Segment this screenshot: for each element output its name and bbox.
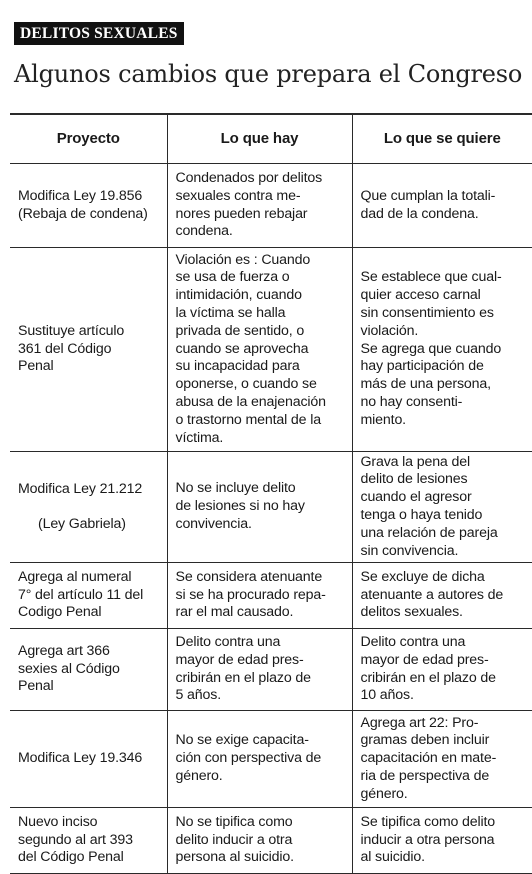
header-proyecto: Proyecto <box>10 115 167 164</box>
cell-lo-que-se-quiere: Que cumplan la totali- dad de la condena. <box>360 187 496 222</box>
table-row <box>10 248 532 452</box>
cell-lo-que-hay: Delito contra una mayor de edad pres- cribirán en el plazo de 5 años. <box>167 629 352 711</box>
cell-proyecto: Nuevo inciso segundo al art 393 del Código Penal <box>10 808 167 874</box>
cell-lo-que-se-quiere: Se excluye de dicha atenuante a autores de delitos sexuales. <box>360 568 504 621</box>
table-row <box>10 808 532 874</box>
table-row <box>10 563 532 629</box>
cell-lo-que-hay: Condenados por delitos sexuales contra me- nores pueden rebajar condena. <box>167 164 352 248</box>
cell-lo-que-hay: No se tipifica como delito inducir a otra persona al suicidio. <box>167 808 352 874</box>
cell-lo-que-se-quiere: Agrega art 22: Pro- gramas deben incluir capacitación en mate- ria de perspectiva de género. <box>360 714 497 802</box>
table-row <box>10 629 532 711</box>
cell-lo-que-se-quiere: Grava la pena del delito de lesiones cuando el agresor tenga o haya tenido una relación de pareja sin convivencia. <box>360 453 498 559</box>
cell-proyecto: Modifica Ley 19.346 <box>10 711 167 808</box>
section-tag: DELITOS SEXUALES <box>14 22 184 45</box>
headline: Algunos cambios que prepara el Congreso <box>14 60 523 88</box>
cell-lo-que-se-quiere: Se establece que cual- quier acceso carnal sin consentimiento es violación. Se agrega que cuando hay participación de más de una persona, no hay consenti- miento. <box>360 269 502 428</box>
cell-lo-que-se-quiere: Delito contra una mayor de edad pres- cribirán en el plazo de 10 años. <box>360 633 496 704</box>
header-lo-que-se-quiere: Lo que se quiere <box>383 130 501 148</box>
header-lo-que-hay: Lo que hay <box>167 115 352 164</box>
table-row <box>10 711 532 808</box>
cell-lo-que-hay: Violación es : Cuando se usa de fuerza o intimidación, cuando la víctima se halla privada de sentido, o cuando se aprovecha su incapacidad para oponerse, o cuando se abusa de la enajenación o trastorno mental de la víctima. <box>167 248 352 452</box>
table-row <box>10 452 532 563</box>
comparison-table <box>10 115 532 874</box>
cell-lo-que-hay: No se exige capacita- ción con perspectiva de género. <box>167 711 352 808</box>
cell-lo-que-hay: No se incluye delito de lesiones si no hay convivencia. <box>167 452 352 563</box>
cell-proyecto: Agrega art 366 sexies al Código Penal <box>10 629 167 711</box>
cell-lo-que-hay: Se considera atenuante si se ha procurado repa- rar el mal causado. <box>167 563 352 629</box>
table-header-row <box>10 115 532 164</box>
cell-proyecto: Modifica Ley 21.212 (Ley Gabriela) <box>10 452 167 563</box>
cell-proyecto-sub: (Ley Gabriela) <box>38 515 126 532</box>
cell-proyecto: Sustituye artículo 361 del Código Penal <box>10 248 167 452</box>
cell-proyecto: Modifica Ley 19.856 (Rebaja de condena) <box>10 164 167 248</box>
comparison-table-container <box>10 113 532 874</box>
cell-lo-que-se-quiere: Se tipifica como delito inducir a otra persona al suicidio. <box>360 813 496 866</box>
cell-proyecto: Agrega al numeral 7° del artículo 11 del Codigo Penal <box>10 563 167 629</box>
table-row <box>10 164 532 248</box>
